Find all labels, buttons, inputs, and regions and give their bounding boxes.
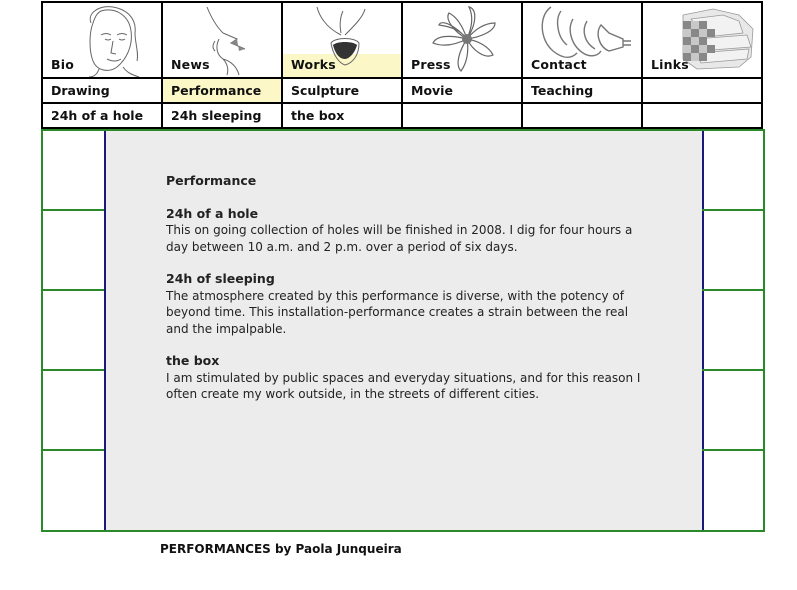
content-text — [166, 173, 646, 419]
nav-links-label: Links — [651, 57, 689, 72]
item-empty — [642, 103, 762, 128]
side-cell — [702, 291, 763, 371]
side-cell — [43, 211, 104, 291]
item-empty — [402, 103, 522, 128]
nav-press[interactable] — [402, 2, 522, 78]
subnav-teaching-label: Teaching — [531, 83, 594, 98]
nav-links[interactable] — [642, 2, 762, 78]
content-frame — [41, 129, 765, 532]
subnav-movie[interactable] — [402, 78, 522, 103]
side-cell — [702, 131, 763, 211]
main-navigation — [41, 1, 763, 129]
page-title: Performance — [166, 173, 257, 188]
subnav-drawing-label: Drawing — [51, 83, 110, 98]
subnav-sculpture-label: Sculpture — [291, 83, 360, 98]
side-cell — [43, 291, 104, 371]
subnav-drawing[interactable] — [42, 78, 162, 103]
subnav-movie-label: Movie — [411, 83, 453, 98]
subnav-empty — [642, 78, 762, 103]
item-24h-of-a-hole[interactable] — [42, 103, 162, 128]
nav-contact[interactable] — [522, 2, 642, 78]
left-side-column — [43, 131, 104, 529]
subnav-sculpture[interactable] — [282, 78, 402, 103]
side-cell — [43, 371, 104, 451]
right-side-column — [702, 131, 763, 529]
page-footer: PERFORMANCES by Paola Junqueira — [160, 542, 402, 556]
nav-bio-label: Bio — [51, 57, 74, 72]
side-cell — [702, 211, 763, 291]
side-cell — [43, 451, 104, 529]
section-title: 24h of sleeping — [166, 271, 275, 286]
item-empty — [522, 103, 642, 128]
nav-press-label: Press — [411, 57, 451, 72]
nav-works[interactable] — [282, 2, 402, 78]
subnav-teaching[interactable] — [522, 78, 642, 103]
item-24h-of-a-hole-label: 24h of a hole — [51, 108, 144, 123]
section-title: 24h of a hole — [166, 205, 259, 221]
nav-bio[interactable] — [42, 2, 162, 78]
subnav-performance-label: Performance — [171, 83, 262, 98]
section-text: This on going collection of holes will be finished in 2008. I dig for four hours a day between 10 a.m. and 2 p.m. over a period of six days. — [166, 223, 633, 254]
nav-news[interactable] — [162, 2, 282, 78]
nav-news-label: News — [171, 57, 210, 72]
item-24h-sleeping-label: 24h sleeping — [171, 108, 262, 123]
section-text: I am stimulated by public spaces and everyday situations, and for this reason I often create my work outside, in the streets of different cities. — [166, 370, 641, 401]
side-cell — [702, 451, 763, 529]
side-cell — [43, 131, 104, 211]
section-title: the box — [166, 353, 220, 368]
side-cell — [702, 371, 763, 451]
subnav-performance[interactable] — [162, 78, 282, 103]
item-24h-sleeping[interactable] — [162, 103, 282, 128]
content-panel — [104, 131, 704, 530]
nav-works-label: Works — [291, 57, 336, 72]
nav-contact-label: Contact — [531, 57, 587, 72]
section-text: The atmosphere created by this performance is diverse, with the potency of beyond time. This installation-performance creates a strain between the real and the impalpable. — [166, 288, 629, 336]
item-the-box-label: the box — [291, 108, 345, 123]
item-the-box[interactable] — [282, 103, 402, 128]
